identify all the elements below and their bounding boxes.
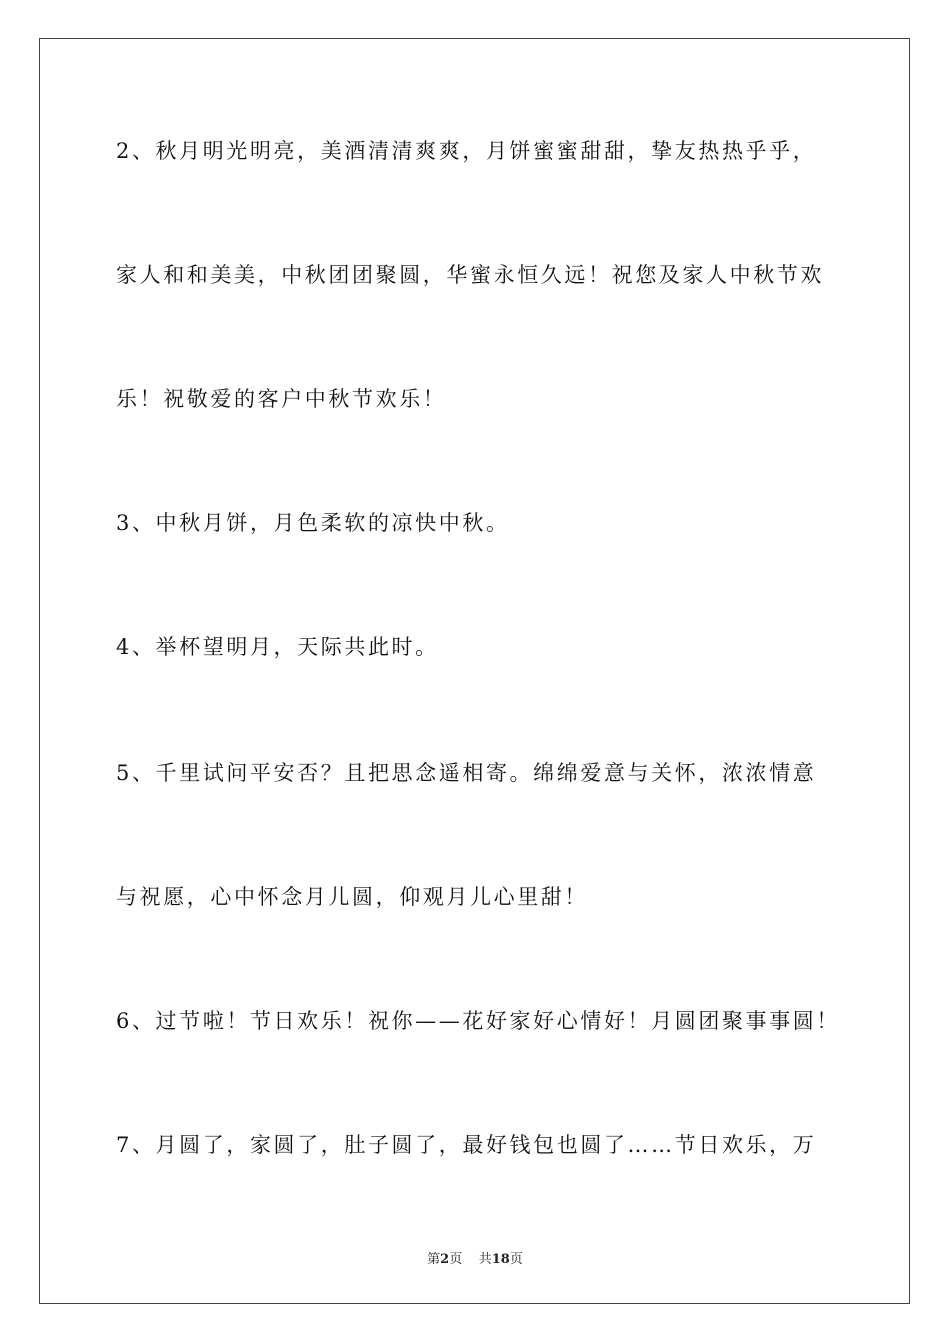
text-line-6: 5、千里试问平安否？且把思念遥相寄。绵绵爱意与关怀，浓浓情意	[116, 761, 817, 785]
text-line-4: 3、中秋月饼，月色柔软的凉快中秋。	[116, 511, 510, 535]
page-frame	[39, 38, 910, 1304]
text-line-5: 4、举杯望明月，天际共此时。	[116, 635, 439, 659]
footer-page-suffix: 页	[449, 1252, 463, 1267]
text-line-1: 2、秋月明光明亮，美酒清清爽爽，月饼蜜蜜甜甜，挚友热热乎乎，	[116, 139, 817, 163]
footer-total-suffix: 页	[509, 1252, 523, 1267]
text-line-8: 6、过节啦！节日欢乐！祝你——花好家好心情好！月圆团聚事事圆！	[116, 1009, 840, 1033]
text-line-9: 7、月圆了，家圆了，肚子圆了，最好钱包也圆了……节日欢乐，万	[116, 1133, 817, 1157]
footer-total-prefix: 共	[478, 1252, 492, 1267]
page-footer	[0, 1248, 950, 1267]
footer-page-prefix: 第	[427, 1252, 441, 1267]
text-line-3: 乐！祝敬爱的客户中秋节欢乐！	[116, 387, 447, 411]
footer-total-pages: 18	[491, 1252, 510, 1267]
text-line-7: 与祝愿，心中怀念月儿圆，仰观月儿心里甜！	[116, 885, 588, 909]
text-line-2: 家人和和美美，中秋团团聚圆，华蜜永恒久远！祝您及家人中秋节欢	[116, 263, 824, 287]
footer-page-number: 2	[440, 1252, 450, 1267]
